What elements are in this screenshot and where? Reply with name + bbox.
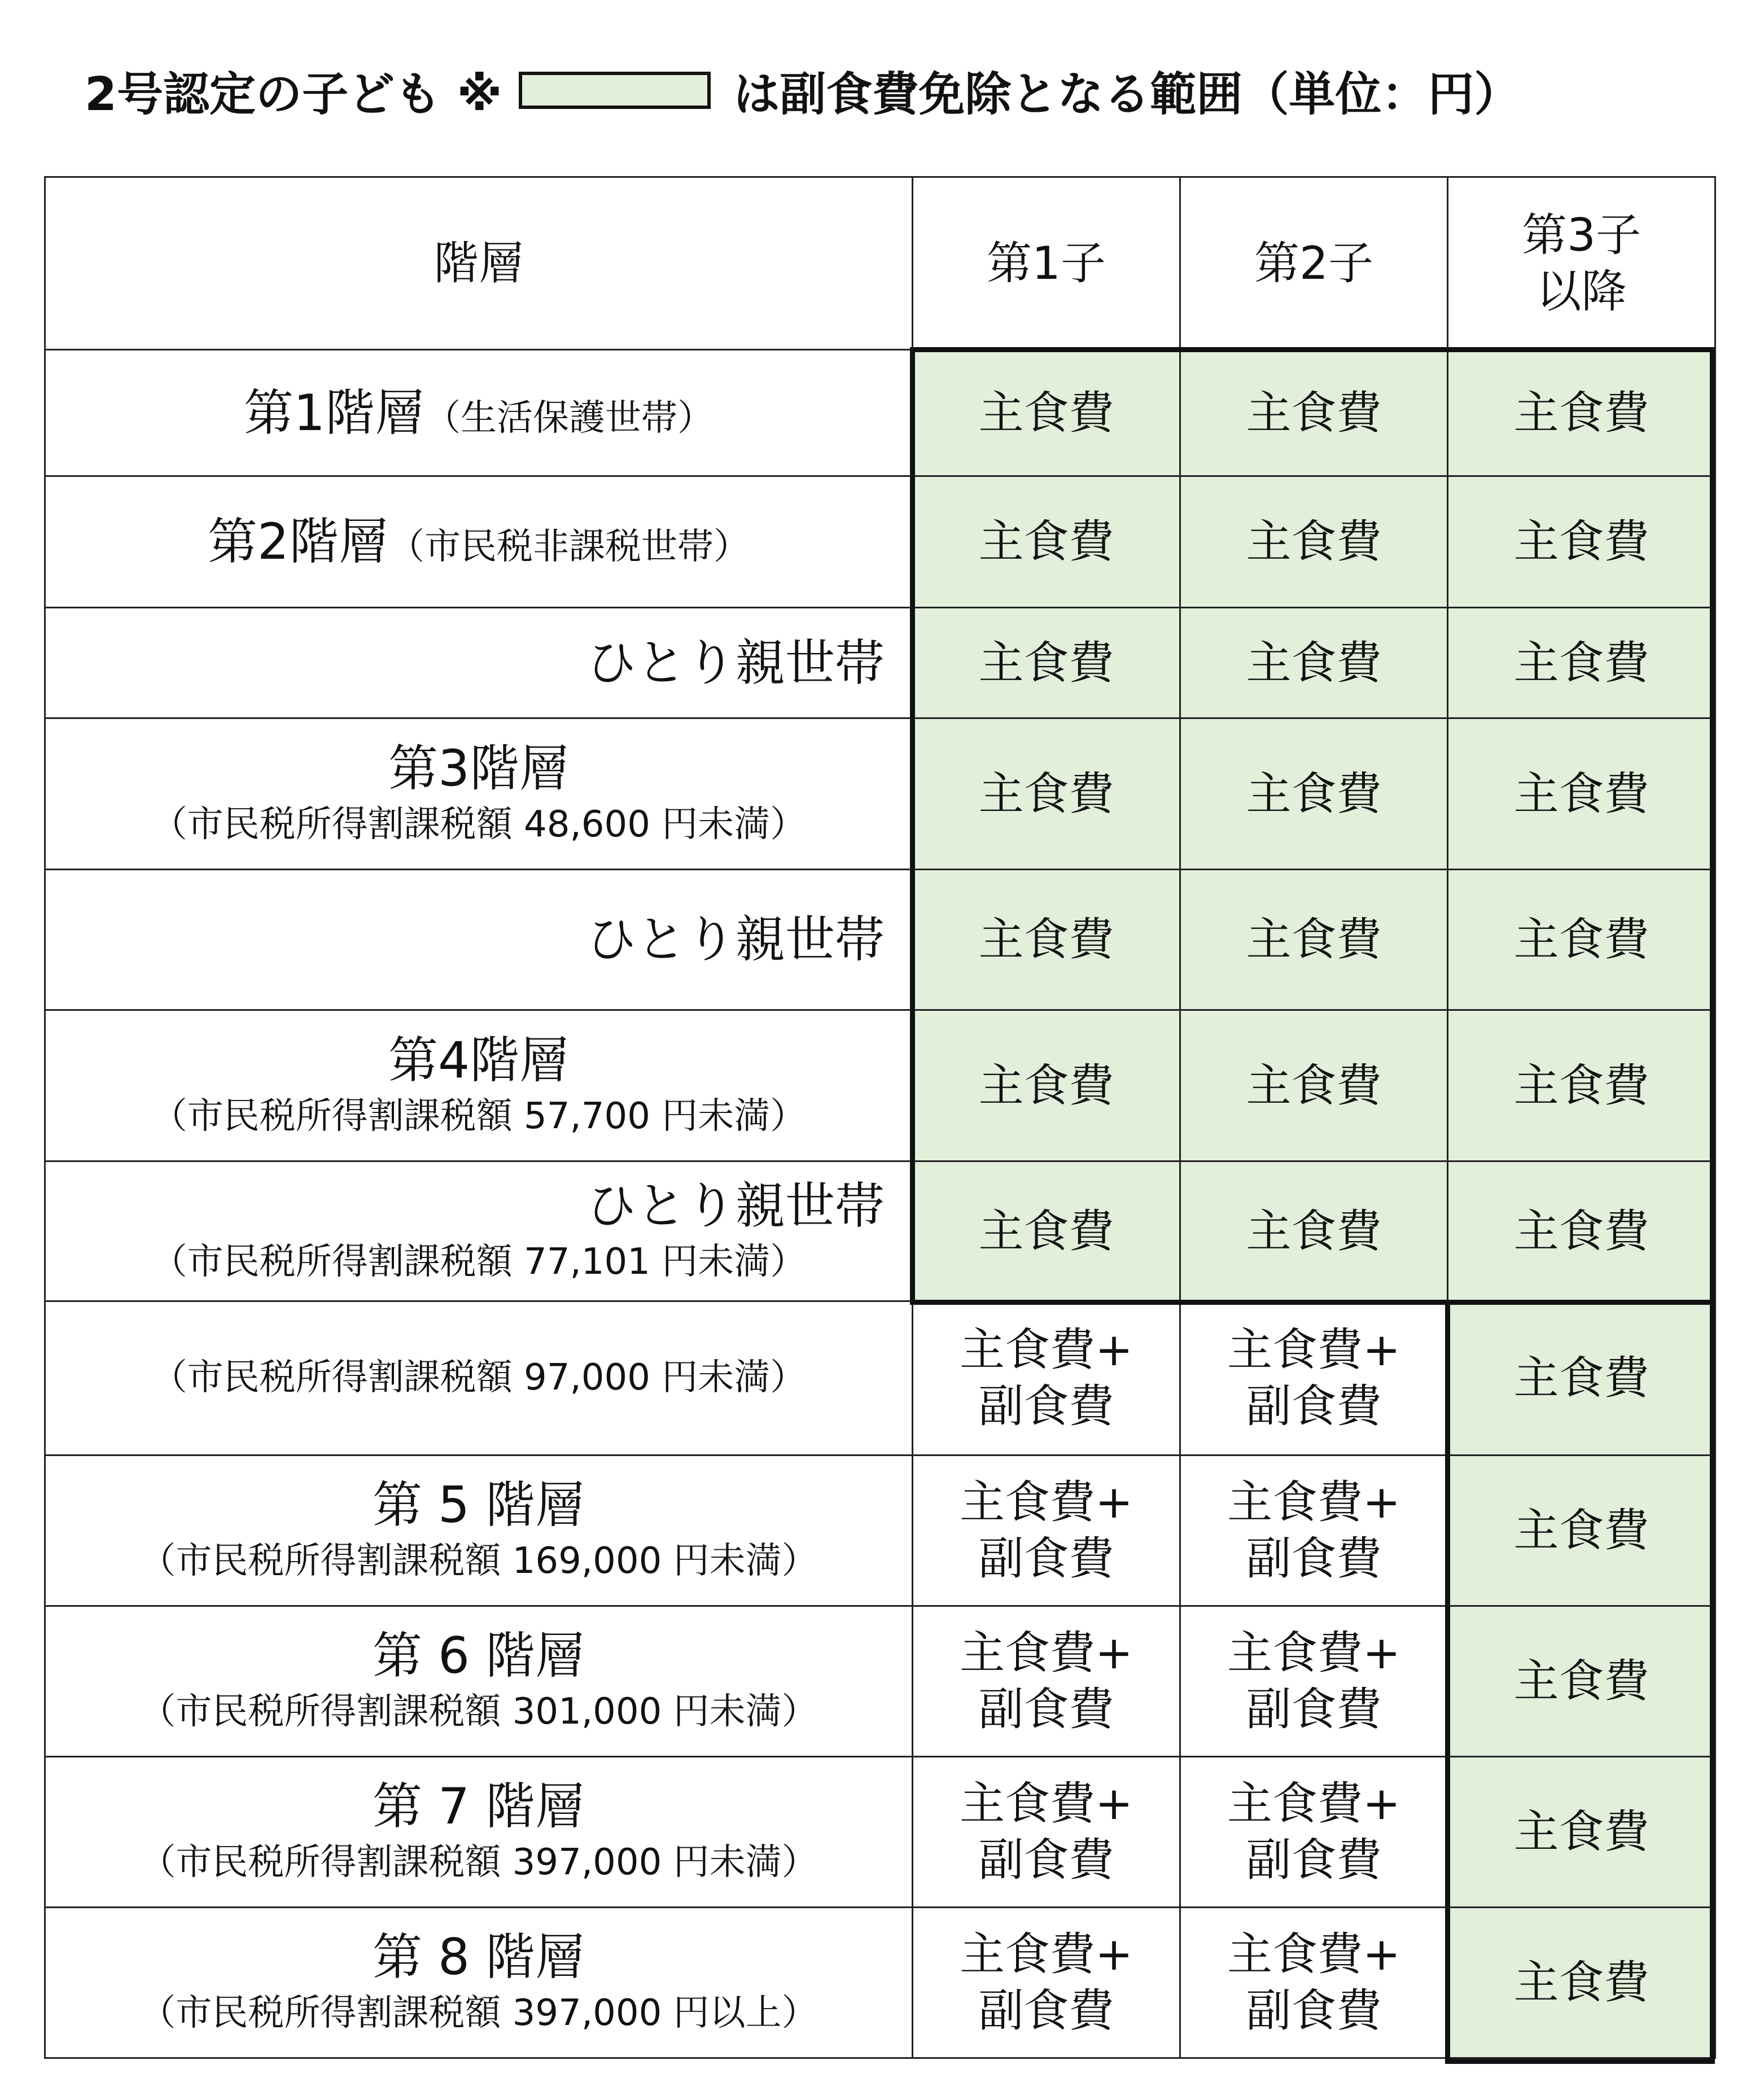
row-label — [45, 718, 913, 870]
cell-child2: 主食費 — [1180, 1010, 1448, 1161]
main-fee-plus: 主食費+ — [959, 1928, 1133, 1980]
level-name: 第 6 階層 — [373, 1627, 585, 1685]
row-label — [45, 476, 913, 608]
header-child3-line1: 第3子 — [1522, 208, 1641, 261]
cell-child1: 主食費 — [913, 608, 1180, 718]
cell-child1: 主食費 — [913, 870, 1180, 1010]
cell-child2: 主食費 — [1180, 870, 1448, 1010]
level-note: （市民税所得割課税額 57,700 円未満） — [151, 1095, 807, 1137]
side-fee: 副食費 — [978, 1532, 1114, 1585]
table-row — [45, 476, 1715, 608]
cell-child3: 主食費 — [1448, 1161, 1715, 1301]
row-label — [45, 1908, 913, 2058]
table-row — [45, 608, 1715, 718]
page-title — [85, 51, 1520, 130]
level-name: 第4階層 — [388, 1031, 569, 1089]
cell-child2: 主食費 — [1180, 1161, 1448, 1301]
cell-child3: 主食費 — [1448, 1908, 1715, 2058]
cell-child3: 主食費 — [1448, 870, 1715, 1010]
level-name: 第 7 階層 — [373, 1777, 585, 1836]
side-fee: 副食費 — [978, 1683, 1114, 1735]
cell-child3: 主食費 — [1448, 1606, 1715, 1757]
main-fee-plus: 主食費+ — [1227, 1928, 1401, 1980]
cell-child3: 主食費 — [1448, 1456, 1715, 1606]
cell-child2 — [1180, 1456, 1448, 1606]
cell-child3: 主食費 — [1448, 718, 1715, 870]
side-fee: 副食費 — [1246, 1683, 1382, 1735]
exempt-legend-swatch — [519, 72, 711, 109]
table-row — [45, 1161, 1715, 1301]
side-fee: 副食費 — [978, 1834, 1114, 1886]
row-label — [45, 1301, 913, 1456]
cell-child2 — [1180, 1301, 1448, 1456]
table-row — [45, 1301, 1715, 1456]
fee-table — [44, 176, 1716, 2059]
cell-child1 — [913, 1606, 1180, 1757]
row-label — [45, 1757, 913, 1908]
cell-child2: 主食費 — [1180, 350, 1448, 476]
level-name: ひとり親世帯 — [586, 910, 885, 968]
header-child2: 第2子 — [1180, 177, 1448, 350]
cell-child3: 主食費 — [1448, 476, 1715, 608]
table-row — [45, 870, 1715, 1010]
level-note: （市民税所得割課税額 169,000 円未満） — [139, 1540, 818, 1583]
level-note: （市民税所得割課税額 301,000 円未満） — [139, 1691, 818, 1733]
level-note: （生活保護世帯） — [424, 397, 714, 439]
row-label — [45, 350, 913, 476]
level-name: 第3階層 — [388, 739, 569, 797]
title-suffix: は副食費免除となる範囲（単位：円） — [733, 67, 1521, 121]
side-fee: 副食費 — [1246, 1380, 1382, 1432]
main-fee-plus: 主食費+ — [959, 1323, 1133, 1376]
cell-child1: 主食費 — [913, 1161, 1180, 1301]
level-name: ひとり親世帯 — [586, 1176, 885, 1235]
side-fee: 副食費 — [1246, 1532, 1382, 1585]
cell-child3: 主食費 — [1448, 1010, 1715, 1161]
side-fee: 副食費 — [1246, 1984, 1382, 2037]
main-fee-plus: 主食費+ — [1227, 1476, 1401, 1528]
side-fee: 副食費 — [978, 1984, 1114, 2037]
cell-child2: 主食費 — [1180, 476, 1448, 608]
table-row — [45, 1757, 1715, 1908]
row-label — [45, 608, 913, 718]
main-fee-plus: 主食費+ — [959, 1777, 1133, 1830]
level-note: （市民税所得割課税額 397,000 円以上） — [139, 1992, 818, 2035]
cell-child3: 主食費 — [1448, 608, 1715, 718]
cell-child1 — [913, 1301, 1180, 1456]
main-fee-plus: 主食費+ — [959, 1627, 1133, 1679]
table-row — [45, 350, 1715, 476]
level-note: （市民税非課税世帯） — [388, 526, 750, 568]
cell-child3: 主食費 — [1448, 1301, 1715, 1456]
cell-child1 — [913, 1456, 1180, 1606]
level-name: 第2階層 — [208, 512, 388, 571]
level-name: 第1階層 — [244, 383, 424, 442]
table-row — [45, 1010, 1715, 1161]
level-name: ひとり親世帯 — [586, 633, 885, 692]
main-fee-plus: 主食費+ — [959, 1476, 1133, 1528]
row-label — [45, 1161, 913, 1301]
table-row — [45, 1456, 1715, 1606]
row-label — [45, 1456, 913, 1606]
header-child1: 第1子 — [913, 177, 1180, 350]
main-fee-plus: 主食費+ — [1227, 1323, 1401, 1376]
title-prefix: 2号認定の子ども ※ — [85, 67, 502, 121]
level-note: （市民税所得割課税額 48,600 円未満） — [151, 803, 807, 845]
cell-child1: 主食費 — [913, 1010, 1180, 1161]
header-level: 階層 — [45, 177, 913, 350]
table-row — [45, 1606, 1715, 1757]
cell-child1 — [913, 1908, 1180, 2058]
cell-child2 — [1180, 1908, 1448, 2058]
cell-child2: 主食費 — [1180, 718, 1448, 870]
cell-child2: 主食費 — [1180, 608, 1448, 718]
cell-child1: 主食費 — [913, 350, 1180, 476]
header-child3-line2: 以降 — [1536, 265, 1627, 318]
level-note: （市民税所得割課税額 97,000 円未満） — [151, 1357, 807, 1399]
level-note: （市民税所得割課税額 397,000 円未満） — [139, 1842, 818, 1884]
level-name: 第 5 階層 — [373, 1476, 585, 1535]
cell-child1 — [913, 1757, 1180, 1908]
cell-child1: 主食費 — [913, 718, 1180, 870]
cell-child2 — [1180, 1757, 1448, 1908]
cell-child3: 主食費 — [1448, 350, 1715, 476]
row-label — [45, 870, 913, 1010]
main-fee-plus: 主食費+ — [1227, 1777, 1401, 1830]
table-row — [45, 718, 1715, 870]
table-row — [45, 1908, 1715, 2058]
side-fee: 副食費 — [978, 1380, 1114, 1432]
side-fee: 副食費 — [1246, 1834, 1382, 1886]
level-note: （市民税所得割課税額 77,101 円未満） — [151, 1240, 807, 1283]
level-name: 第 8 階層 — [373, 1928, 585, 1987]
cell-child2 — [1180, 1606, 1448, 1757]
cell-child3: 主食費 — [1448, 1757, 1715, 1908]
table-header-row — [45, 177, 1715, 350]
main-fee-plus: 主食費+ — [1227, 1627, 1401, 1679]
row-label — [45, 1606, 913, 1757]
cell-child1: 主食費 — [913, 476, 1180, 608]
header-child3 — [1448, 177, 1715, 350]
row-label — [45, 1010, 913, 1161]
